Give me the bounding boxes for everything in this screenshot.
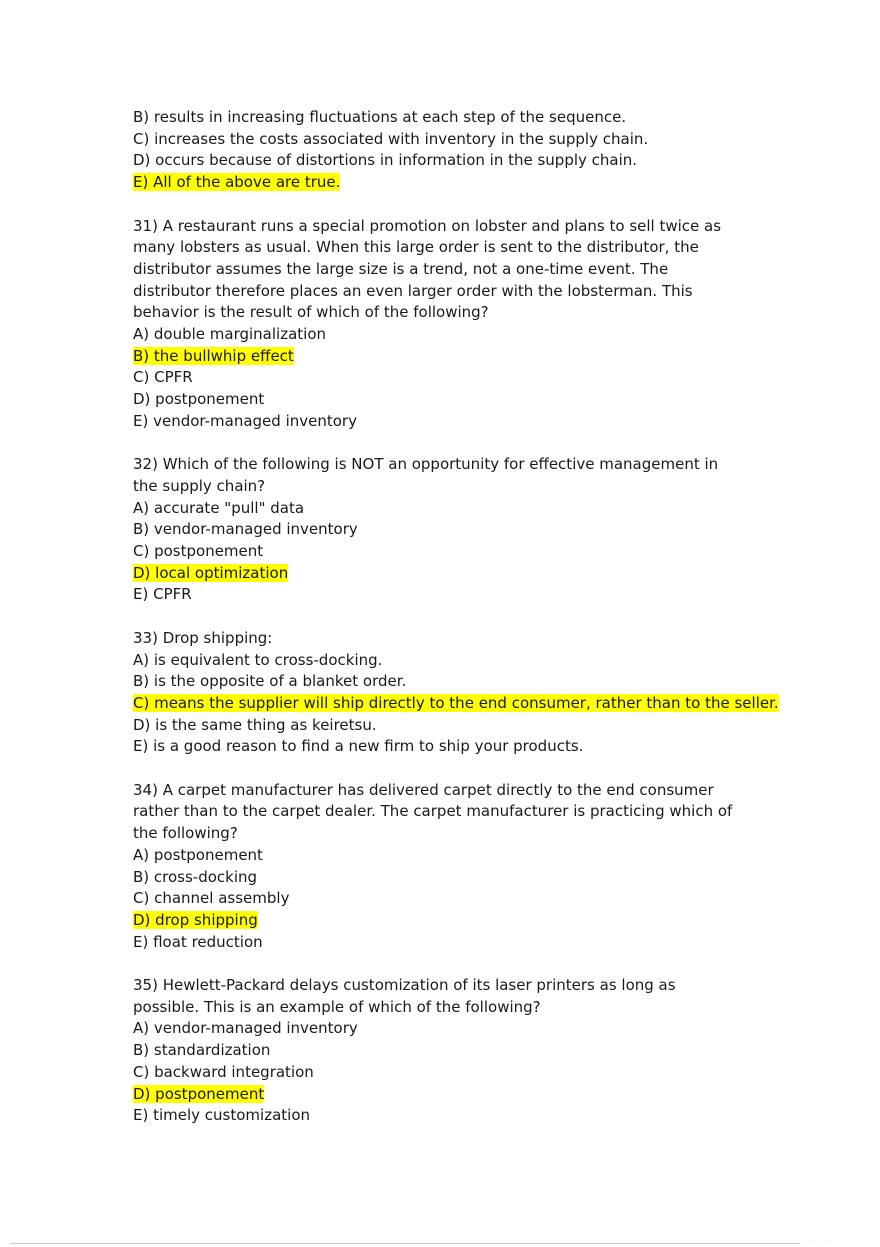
answer-option-d: D) occurs because of distortions in information in the supply chain. bbox=[133, 151, 638, 170]
answer-option-c: C) channel assembly bbox=[133, 889, 290, 908]
correct-answer-highlight: B) the bullwhip effect bbox=[133, 346, 294, 365]
question-stem: 33) Drop shipping: bbox=[133, 628, 273, 647]
answer-option-e: E) vendor-managed inventory bbox=[133, 411, 357, 430]
answer-option-a: A) accurate "pull" data bbox=[133, 498, 305, 517]
answer-option-b: B) cross-docking bbox=[133, 867, 258, 886]
answer-option-b: B) standardization bbox=[133, 1041, 271, 1060]
correct-answer-highlight: D) postponement bbox=[133, 1084, 265, 1103]
answer-option-a: A) vendor-managed inventory bbox=[133, 1019, 358, 1038]
answer-option-e: E) is a good reason to find a new firm to ship your products. bbox=[133, 737, 584, 756]
question-stem: 31) A restaurant runs a special promotion on lobster and plans to sell twice as many lobsters as usual. When this large order is sent to the distributor, the distributor assumes the large size is a trend, not a one-time event. The distributor therefore places an even larger order with the lobsterman. This behavior is the result of which of the following? bbox=[133, 216, 722, 322]
answer-option-d: D) is the same thing as keiretsu. bbox=[133, 715, 377, 734]
question-30-continued bbox=[133, 107, 773, 194]
answer-option-d: D) postponement bbox=[133, 390, 265, 409]
answer-option-e: E) float reduction bbox=[133, 932, 263, 951]
answer-option-a: A) postponement bbox=[133, 845, 263, 864]
footer-mark: · · · · · · bbox=[805, 1238, 833, 1244]
answer-option-b: B) vendor-managed inventory bbox=[133, 520, 358, 539]
answer-option-b: B) results in increasing fluctuations at each step of the sequence. bbox=[133, 108, 627, 126]
footer-divider bbox=[10, 1243, 800, 1244]
correct-answer-highlight: C) means the supplier will ship directly to the end consumer, rather than to the seller. bbox=[133, 693, 779, 712]
answer-option-e: E) timely customization bbox=[133, 1106, 311, 1125]
answer-option-c: C) increases the costs associated with inventory in the supply chain. bbox=[133, 129, 649, 148]
question-stem: 32) Which of the following is NOT an opportunity for effective management in the supply chain? bbox=[133, 455, 719, 495]
answer-option-c: C) CPFR bbox=[133, 368, 193, 387]
question-34 bbox=[133, 780, 773, 954]
question-31 bbox=[133, 216, 773, 433]
correct-answer-highlight: D) local optimization bbox=[133, 563, 289, 582]
answer-option-a: A) double marginalization bbox=[133, 325, 327, 344]
question-33 bbox=[133, 628, 779, 758]
answer-option-a: A) is equivalent to cross-docking. bbox=[133, 650, 383, 669]
answer-option-e: E) CPFR bbox=[133, 585, 192, 604]
document-page bbox=[133, 107, 779, 1127]
answer-option-b: B) is the opposite of a blanket order. bbox=[133, 672, 407, 691]
question-stem: 34) A carpet manufacturer has delivered carpet directly to the end consumer rather than to the carpet dealer. The carpet manufacturer is practicing which of the following? bbox=[133, 780, 733, 843]
correct-answer-highlight: D) drop shipping bbox=[133, 910, 258, 929]
answer-option-c: C) postponement bbox=[133, 542, 264, 561]
correct-answer-highlight: E) All of the above are true. bbox=[133, 173, 341, 192]
question-32 bbox=[133, 454, 773, 606]
question-35 bbox=[133, 975, 773, 1127]
question-stem: 35) Hewlett-Packard delays customization of its laser printers as long as possible. This is an example of which of the following? bbox=[133, 976, 676, 1016]
answer-option-c: C) backward integration bbox=[133, 1062, 314, 1081]
